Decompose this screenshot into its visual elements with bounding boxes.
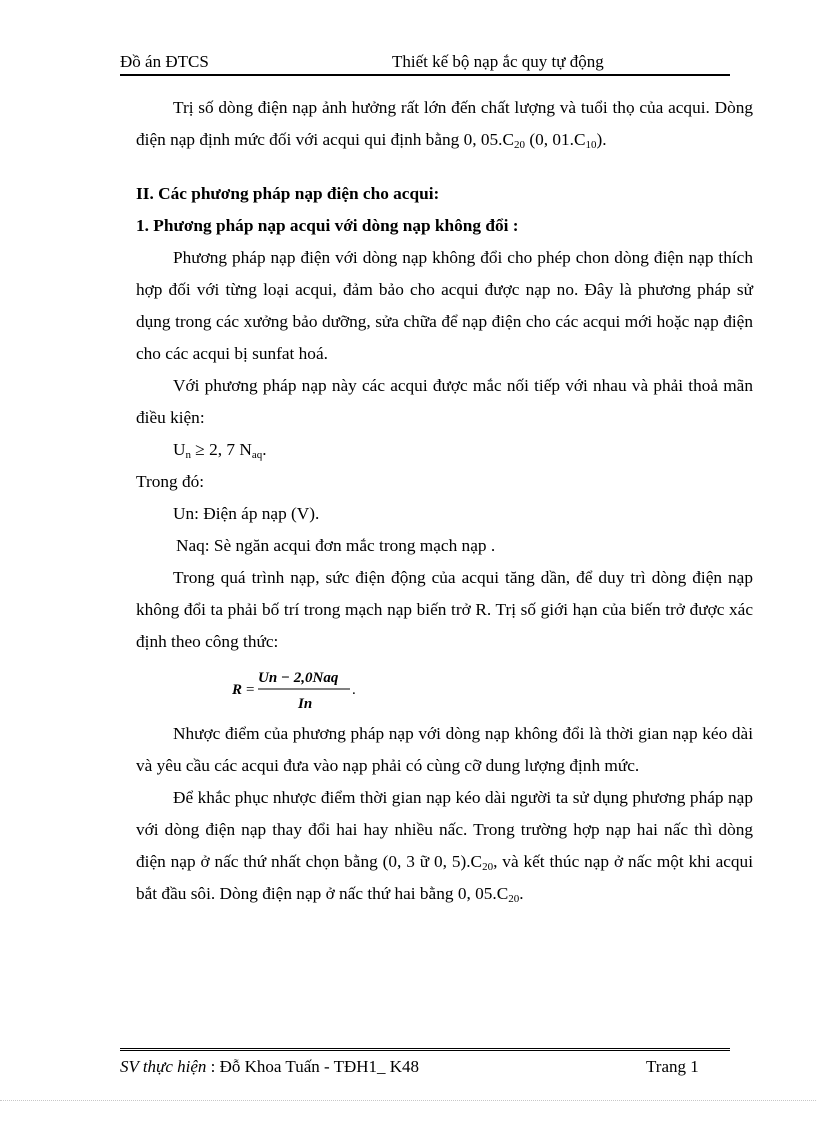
author-name: : Đỗ Khoa Tuấn - TĐH1_ K48 [206,1057,420,1076]
paragraph-constant-current-method: Phương pháp nạp điện với dòng nạp không đổi cho phép chon dòng điện nạp thích hợp đối với từng loại acqui, đảm bảo cho acqui được nạp no. Đây là phương pháp sử dụng trong các xưởng bảo dưỡng, sửa chữa để nạp điện cho các acqui mới hoặc nạp điện cho các acqui bị sunfat hoá. [136,248,753,363]
page-header [120,48,730,76]
page-bottom-edge [0,1100,816,1101]
document-body [136,92,753,910]
page-number: Trang 1 [646,1057,699,1076]
text-run: ≥ 2, 7 N [190,440,252,459]
subscript: 10 [585,139,597,151]
formula-period: . [352,682,356,698]
where-label: Trong đó: [136,472,205,491]
paragraph-rheostat: Trong quá trình nạp, sức điện động của acqui tăng dần, để duy trì dòng điện nạp không đổi ta phải bố trí trong mạch nạp biến trở R. Trị số giới hạn của biến trở được xác định theo công thức: [136,568,753,651]
condition-formula [136,434,753,466]
text-run: (0, 01.C [525,130,586,149]
subscript: 20 [514,139,526,151]
text-run: U [173,440,186,459]
paragraph-series-connection: Với phương pháp nạp này các acqui được mắc nối tiếp với nhau và phải thoả mãn điều kiện: [136,376,753,427]
header-course-title: Đồ án ĐTCS [120,52,209,71]
formula-denominator: In [298,696,313,712]
formula-equals: = [246,682,255,698]
formula-numerator: Un − 2,0Naq [258,670,339,686]
text-run: . [519,884,524,903]
text-run: ). [596,130,607,149]
paragraph-disadvantage: Nhược điểm của phương pháp nạp với dòng nạp không đổi là thời gian nạp kéo dài và yêu cầu các acqui đưa vào nạp phải có cùng cỡ dung lượng định mức. [136,724,753,775]
author-label: SV thực hiện [120,1057,207,1076]
text-run: Trị số dòng điện nạp ảnh hưởng rất lớn đến chất lượng và tuổi thọ của acqui. Dòng điện nạp định mức đối với acqui qui định bằng 0, 05.C [136,98,753,149]
definition-un: Un: Điện áp nạp (V). [173,504,320,523]
footer-author [120,1057,419,1077]
formula-lhs: R [232,682,243,698]
spacer [136,156,753,178]
subsection-heading: 1. Phương pháp nạp acqui với dòng nạp không đổi : [136,216,519,235]
subscript: aq [251,449,263,461]
subscript: 20 [508,893,520,905]
definition-naq: Naq: Sè ngăn acqui đơn mắc trong mạch nạp . [176,536,496,555]
resistance-formula [136,658,753,718]
subscript: n [185,449,191,461]
page-footer [120,1048,730,1081]
section-heading: II. Các phương pháp nạp điện cho acqui: [136,184,440,203]
text-run: Để khắc phục nhược điểm thời gian nạp kéo dài người ta sử dụng phương pháp nạp với dòng điện nạp thay đổi hai hay nhiều nấc. Trong trường hợp nạp hai nấc thì dòng điện nạp ở nấc thứ nhất chọn bằng (0, 3 ữ 0, 5).C [136,788,753,871]
header-project-title: Thiết kế bộ nạp ắc quy tự động [392,52,604,71]
paragraph-multistep-charging [136,782,753,910]
formula-graphic [136,658,753,718]
paragraph-charge-current [136,92,753,156]
subscript: 20 [482,861,494,873]
text-run: , và kết thúc nạp ở nấc một khi acqui bắt đầu sôi. Dòng điện nạp ở nấc thứ hai bằng 0, 05.C [136,852,753,903]
text-run: . [262,440,267,459]
